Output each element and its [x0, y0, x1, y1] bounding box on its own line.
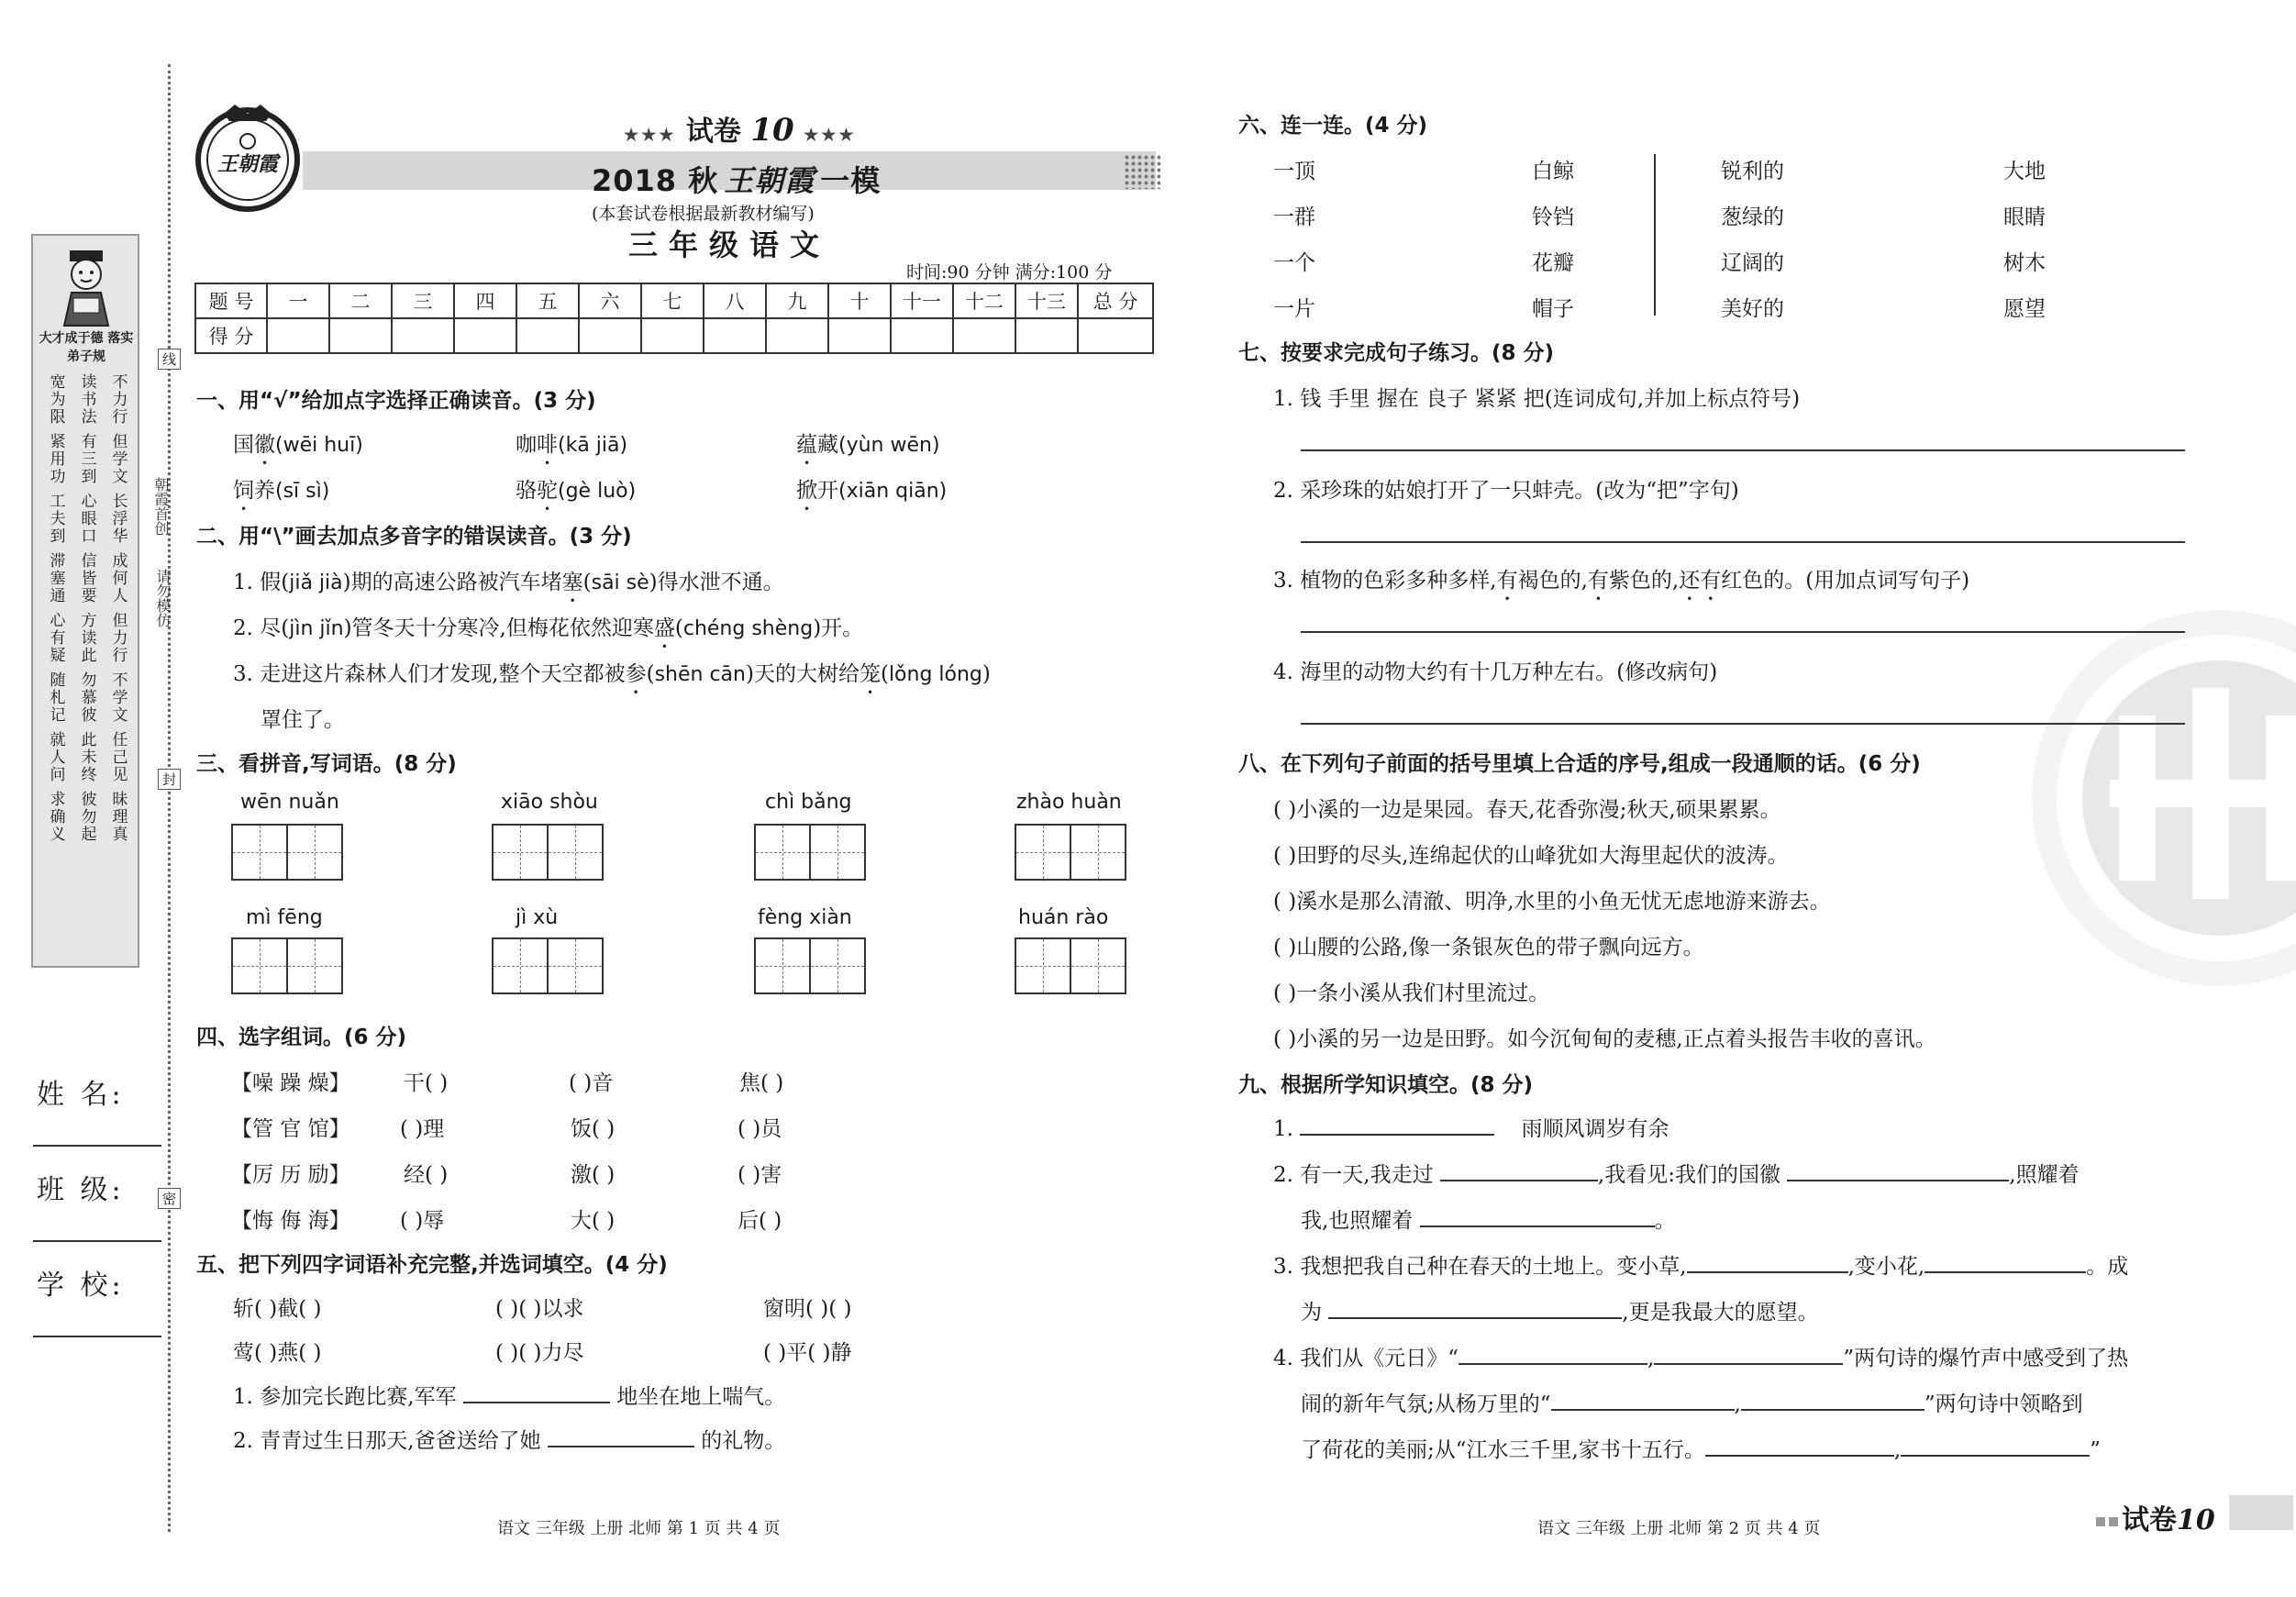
- section-2-title: 二、用“\”画去加点多音字的错误读音。(3 分): [196, 525, 632, 549]
- s5-question-1: 1. 参加完长跑比赛,军军 地坐在地上喘气。: [233, 1380, 785, 1410]
- square-bullet-icon: [2109, 1517, 2118, 1526]
- s4-word[interactable]: 激( ): [571, 1163, 616, 1187]
- seal-line-tag: 线: [158, 349, 181, 370]
- match-item[interactable]: 一个: [1273, 251, 1315, 275]
- s1-item-2: 咖啡(kā jiā): [516, 433, 628, 457]
- score-cell[interactable]: [516, 318, 579, 353]
- answer-line[interactable]: [1301, 631, 2185, 633]
- section-8-title: 八、在下列句子前面的括号里填上合适的序号,组成一段通顺的话。(6 分): [1238, 752, 1921, 776]
- answer-blank[interactable]: [1787, 1158, 2009, 1181]
- logo-text: 王朝霞: [216, 152, 278, 176]
- s2-line-2: 2. 尽(jìn jǐn)管冬天十分寒冷,但梅花依然迎寒盛(chéng shèng)开。: [233, 616, 864, 640]
- verse-line: 宽为限 读书法 不力行: [46, 373, 128, 426]
- match-item[interactable]: 帽子: [1532, 297, 1574, 321]
- s9-question-3: 3. 我想把我自己种在春天的土地上。变小草, ,变小花, 。成: [1273, 1249, 2128, 1280]
- s5-idiom[interactable]: 窗明( )( ): [763, 1297, 852, 1321]
- page-footer-1: 语文 三年级 上册 北师 第 1 页 共 4 页: [497, 1519, 781, 1538]
- score-cell[interactable]: [704, 318, 766, 353]
- s5-idiom[interactable]: ( )( )以求: [495, 1297, 584, 1321]
- verse-line: 工夫到 心眼口 长浮华: [46, 493, 128, 545]
- verse-line: 滞塞通 信皆要 成何人: [46, 552, 128, 604]
- answer-blank[interactable]: [1654, 1341, 1843, 1365]
- corner-tab: [2229, 1495, 2293, 1530]
- s9-question-4: 4. 我们从《元日》“ , ”两句诗的爆竹声中感受到了热: [1273, 1341, 2128, 1371]
- s1-item-5: 骆驼(gè luò): [516, 479, 637, 503]
- match-item[interactable]: 愿望: [2003, 297, 2046, 321]
- answer-blank[interactable]: [1440, 1158, 1598, 1181]
- s2-line-3: 3. 走进这片森林人们才发现,整个天空都被参(shēn cān)天的大树给笼(lǒng lóng): [233, 662, 991, 686]
- s2-line-4: 罩住了。: [261, 708, 345, 732]
- binding-dotted-line: [168, 64, 171, 1532]
- s4-word[interactable]: ( )音: [569, 1071, 614, 1095]
- secret-watermark-icon: [2027, 605, 2296, 991]
- vertical-note-1: 朝霞首创: [152, 477, 170, 536]
- s9-question-4-cont-2: 了荷花的美丽;从“江水三千里,家书十五行。 , ”: [1301, 1433, 2101, 1463]
- answer-blank[interactable]: [1328, 1295, 1622, 1319]
- s9-question-2-cont: 我,也照耀着 。: [1301, 1203, 1676, 1234]
- s7-question-4: 4. 海里的动物大约有十几万种左右。(修改病句): [1273, 660, 1718, 684]
- s4-word[interactable]: ( )辱: [400, 1209, 445, 1233]
- score-value-row: [195, 318, 1153, 353]
- score-cell[interactable]: [641, 318, 704, 353]
- page-footer-2: 语文 三年级 上册 北师 第 2 页 共 4 页: [1537, 1519, 1821, 1538]
- s4-set-2: 【管 官 馆】: [231, 1117, 350, 1141]
- class-label: 班 级:: [37, 1174, 125, 1206]
- score-cell[interactable]: [392, 318, 454, 353]
- side-verses: [40, 373, 134, 843]
- s9-question-3-cont: 为 ,更是我最大的愿望。: [1301, 1295, 1819, 1325]
- exam-note: (本套试卷根据最新教材编写): [592, 204, 815, 224]
- match-divider: [1654, 154, 1656, 316]
- s7-question-3: 3. 植物的色彩多种多样,有褐色的,有紫色的,还有红色的。(用加点词写句子): [1273, 569, 1970, 593]
- section-6-title: 六、连一连。(4 分): [1238, 114, 1428, 138]
- match-item[interactable]: 美好的: [1721, 297, 1784, 321]
- writing-grid-1[interactable]: [231, 824, 341, 881]
- s4-word[interactable]: 后( ): [738, 1209, 782, 1233]
- side-decoration-panel: [31, 234, 139, 968]
- s9-question-1: 1. 雨顺风调岁有余: [1273, 1112, 1669, 1142]
- s8-sentence[interactable]: ( )小溪的一边是果园。春天,花香弥漫;秋天,硕果累累。: [1273, 798, 1781, 822]
- writing-grid-5[interactable]: [231, 937, 341, 994]
- score-cell[interactable]: [454, 318, 516, 353]
- pinyin-4: zhào huàn: [1016, 791, 1122, 814]
- s4-word[interactable]: 大( ): [571, 1209, 616, 1233]
- score-cell[interactable]: [1078, 318, 1153, 353]
- score-table: [194, 283, 1154, 354]
- pinyin-7: fèng xiàn: [758, 906, 852, 929]
- score-cell[interactable]: [891, 318, 953, 353]
- s4-word[interactable]: 饭( ): [571, 1117, 616, 1141]
- score-cell[interactable]: [579, 318, 641, 353]
- verse-line: 紧用功 有三到 但学文: [46, 433, 128, 485]
- answer-blank[interactable]: [1741, 1387, 1924, 1411]
- s8-sentence[interactable]: ( )山腰的公路,像一条银灰色的带子飘向远方。: [1273, 936, 1704, 959]
- score-header-row: 题 号 一 二 三 四 五 六 七 八 九 十 十一 十二 十三 总 分: [195, 283, 1153, 318]
- match-item[interactable]: 锐利的: [1721, 160, 1784, 183]
- s5-idiom[interactable]: ( )平( )静: [763, 1341, 852, 1365]
- answer-line[interactable]: [1301, 723, 2185, 725]
- answer-line[interactable]: [1301, 449, 2185, 451]
- match-item[interactable]: 铃铛: [1532, 205, 1574, 229]
- paper-code: ★★★ 试卷 10 ★★★: [624, 112, 857, 149]
- score-cell[interactable]: [267, 318, 329, 353]
- answer-blank[interactable]: [548, 1424, 694, 1447]
- match-item[interactable]: 葱绿的: [1721, 205, 1784, 229]
- question-number-label: 题 号: [195, 283, 267, 318]
- section-9-title: 九、根据所学知识填空。(8 分): [1238, 1073, 1534, 1097]
- ribbon-dot-pattern: [1124, 154, 1160, 189]
- s8-sentence[interactable]: ( )小溪的另一边是田野。如今沉甸甸的麦穗,正点着头报告丰收的喜讯。: [1273, 1027, 1936, 1051]
- score-cell[interactable]: [766, 318, 828, 353]
- s1-item-4: 饲养(sī sì): [233, 479, 330, 503]
- s4-word[interactable]: 焦( ): [739, 1071, 784, 1095]
- pinyin-2: xiāo shòu: [501, 791, 598, 814]
- answer-blank[interactable]: [1901, 1433, 2090, 1457]
- answer-blank[interactable]: [1687, 1249, 1848, 1273]
- match-item[interactable]: 白鲸: [1532, 160, 1574, 183]
- s1-item-1: 国徽(wēi huī): [233, 433, 363, 457]
- section-5-title: 五、把下列四字词语补充完整,并选词填空。(4 分): [196, 1253, 668, 1277]
- side-motto: 大才成于德 落实弟子规: [39, 331, 134, 364]
- pinyin-1: wēn nuǎn: [240, 791, 339, 814]
- match-item[interactable]: 辽阔的: [1721, 251, 1784, 275]
- section-3-title: 三、看拼音,写词语。(8 分): [196, 752, 457, 776]
- s4-set-1: 【噪 躁 燥】: [231, 1071, 350, 1095]
- answer-blank[interactable]: [1459, 1341, 1647, 1365]
- match-item[interactable]: 树木: [2003, 251, 2046, 275]
- s8-sentence[interactable]: ( )溪水是那么清澈、明净,水里的小鱼无忧无虑地游来游去。: [1273, 890, 1831, 914]
- s2-line-1: 1. 假(jiǎ jià)期的高速公路被汽车堵塞(sāi sè)得水泄不通。: [233, 571, 784, 594]
- score-cell[interactable]: [828, 318, 891, 353]
- name-field[interactable]: [33, 1145, 161, 1147]
- s1-item-3: 蕴藏(yùn wēn): [796, 433, 940, 457]
- answer-blank[interactable]: [1705, 1433, 1894, 1457]
- verse-line: 求确义 彼勿起 昧理真: [46, 791, 128, 843]
- s8-sentence[interactable]: ( )一条小溪从我们村里流过。: [1273, 981, 1550, 1005]
- match-item[interactable]: 眼睛: [2003, 205, 2046, 229]
- s7-question-1: 1. 钱 手里 握在 良子 紧紧 把(连词成句,并加上标点符号): [1273, 387, 1801, 411]
- s5-idiom[interactable]: ( )( )力尽: [495, 1341, 584, 1365]
- match-item[interactable]: 花瓣: [1532, 251, 1574, 275]
- s9-question-2: 2. 有一天,我走过 ,我看见:我们的国徽 ,照耀着: [1273, 1158, 2080, 1188]
- answer-blank[interactable]: [1924, 1249, 2086, 1273]
- writing-grid-7[interactable]: [754, 937, 864, 994]
- s4-word[interactable]: ( )员: [738, 1117, 782, 1141]
- s4-word[interactable]: ( )害: [738, 1163, 782, 1187]
- seal-seal-tag: 封: [158, 769, 181, 790]
- vertical-note-2: 请勿模仿: [154, 569, 172, 627]
- match-item[interactable]: 一顶: [1273, 160, 1315, 183]
- match-item[interactable]: 大地: [2003, 160, 2046, 183]
- writing-grid-6[interactable]: [492, 937, 602, 994]
- writing-grid-3[interactable]: [754, 824, 864, 881]
- verse-line: 随札记 勿慕彼 不学文: [46, 671, 128, 724]
- s7-question-2: 2. 采珍珠的姑娘打开了一只蚌壳。(改为“把”字句): [1273, 479, 1739, 503]
- verse-line: 就人问 此未终 任己见: [46, 731, 128, 783]
- match-item[interactable]: 一片: [1273, 297, 1315, 321]
- class-field[interactable]: [33, 1240, 161, 1242]
- answer-line[interactable]: [1301, 541, 2185, 543]
- answer-blank[interactable]: [1300, 1112, 1494, 1136]
- name-label: 姓 名:: [37, 1079, 125, 1111]
- s4-word[interactable]: ( )理: [400, 1117, 445, 1141]
- total-label: 总 分: [1078, 283, 1153, 318]
- s9-question-4-cont-1: 闹的新年气氛;从杨万里的“ , ”两句诗中领略到: [1301, 1387, 2083, 1417]
- exam-time-score: 时间:90 分钟 满分:100 分: [906, 262, 1113, 283]
- section-7-title: 七、按要求完成句子练习。(8 分): [1238, 341, 1555, 365]
- answer-blank[interactable]: [463, 1380, 610, 1403]
- school-field[interactable]: [33, 1336, 161, 1337]
- answer-blank[interactable]: [1551, 1387, 1735, 1411]
- pinyin-8: huán rào: [1018, 906, 1109, 929]
- scholar-mascot-icon: [53, 247, 119, 327]
- s4-word[interactable]: 干( ): [404, 1071, 449, 1095]
- s8-sentence[interactable]: ( )田野的尽头,连绵起伏的山峰犹如大海里起伏的波涛。: [1273, 844, 1789, 868]
- writing-grid-8[interactable]: [1015, 937, 1125, 994]
- square-bullet-icon: [2096, 1517, 2105, 1526]
- score-cell[interactable]: [329, 318, 392, 353]
- s5-question-2: 2. 青青过生日那天,爸爸送给了她 的礼物。: [233, 1424, 785, 1454]
- score-cell[interactable]: [953, 318, 1015, 353]
- s4-set-3: 【厉 历 励】: [231, 1163, 350, 1187]
- s5-idiom[interactable]: 斩( )截( ): [233, 1297, 322, 1321]
- corner-paper-code: 试卷10: [2096, 1497, 2215, 1537]
- s4-word[interactable]: 经( ): [404, 1163, 449, 1187]
- writing-grid-4[interactable]: [1015, 824, 1125, 881]
- match-item[interactable]: 一群: [1273, 205, 1315, 229]
- writing-grid-2[interactable]: [492, 824, 602, 881]
- school-label: 学 校:: [37, 1270, 125, 1302]
- answer-blank[interactable]: [1420, 1203, 1655, 1227]
- s5-idiom[interactable]: 莺( )燕( ): [233, 1341, 322, 1365]
- section-1-title: 一、用“√”给加点字选择正确读音。(3 分): [196, 389, 596, 413]
- verse-line: 心有疑 方读此 但力行: [46, 612, 128, 664]
- seal-secret-tag: 密: [158, 1188, 181, 1209]
- score-label: 得 分: [195, 318, 267, 353]
- s4-set-4: 【悔 侮 海】: [231, 1209, 350, 1233]
- s1-item-6: 掀开(xiān qiān): [796, 479, 948, 503]
- score-cell[interactable]: [1015, 318, 1078, 353]
- pinyin-6: jì xù: [516, 906, 559, 929]
- section-4-title: 四、选字组词。(6 分): [196, 1026, 407, 1049]
- pinyin-5: mì fēng: [246, 906, 323, 929]
- pinyin-3: chì bǎng: [765, 791, 852, 814]
- exam-title: 2018 秋 王朝霞 一模: [592, 163, 882, 198]
- exam-subject: 三年级语文: [628, 227, 831, 262]
